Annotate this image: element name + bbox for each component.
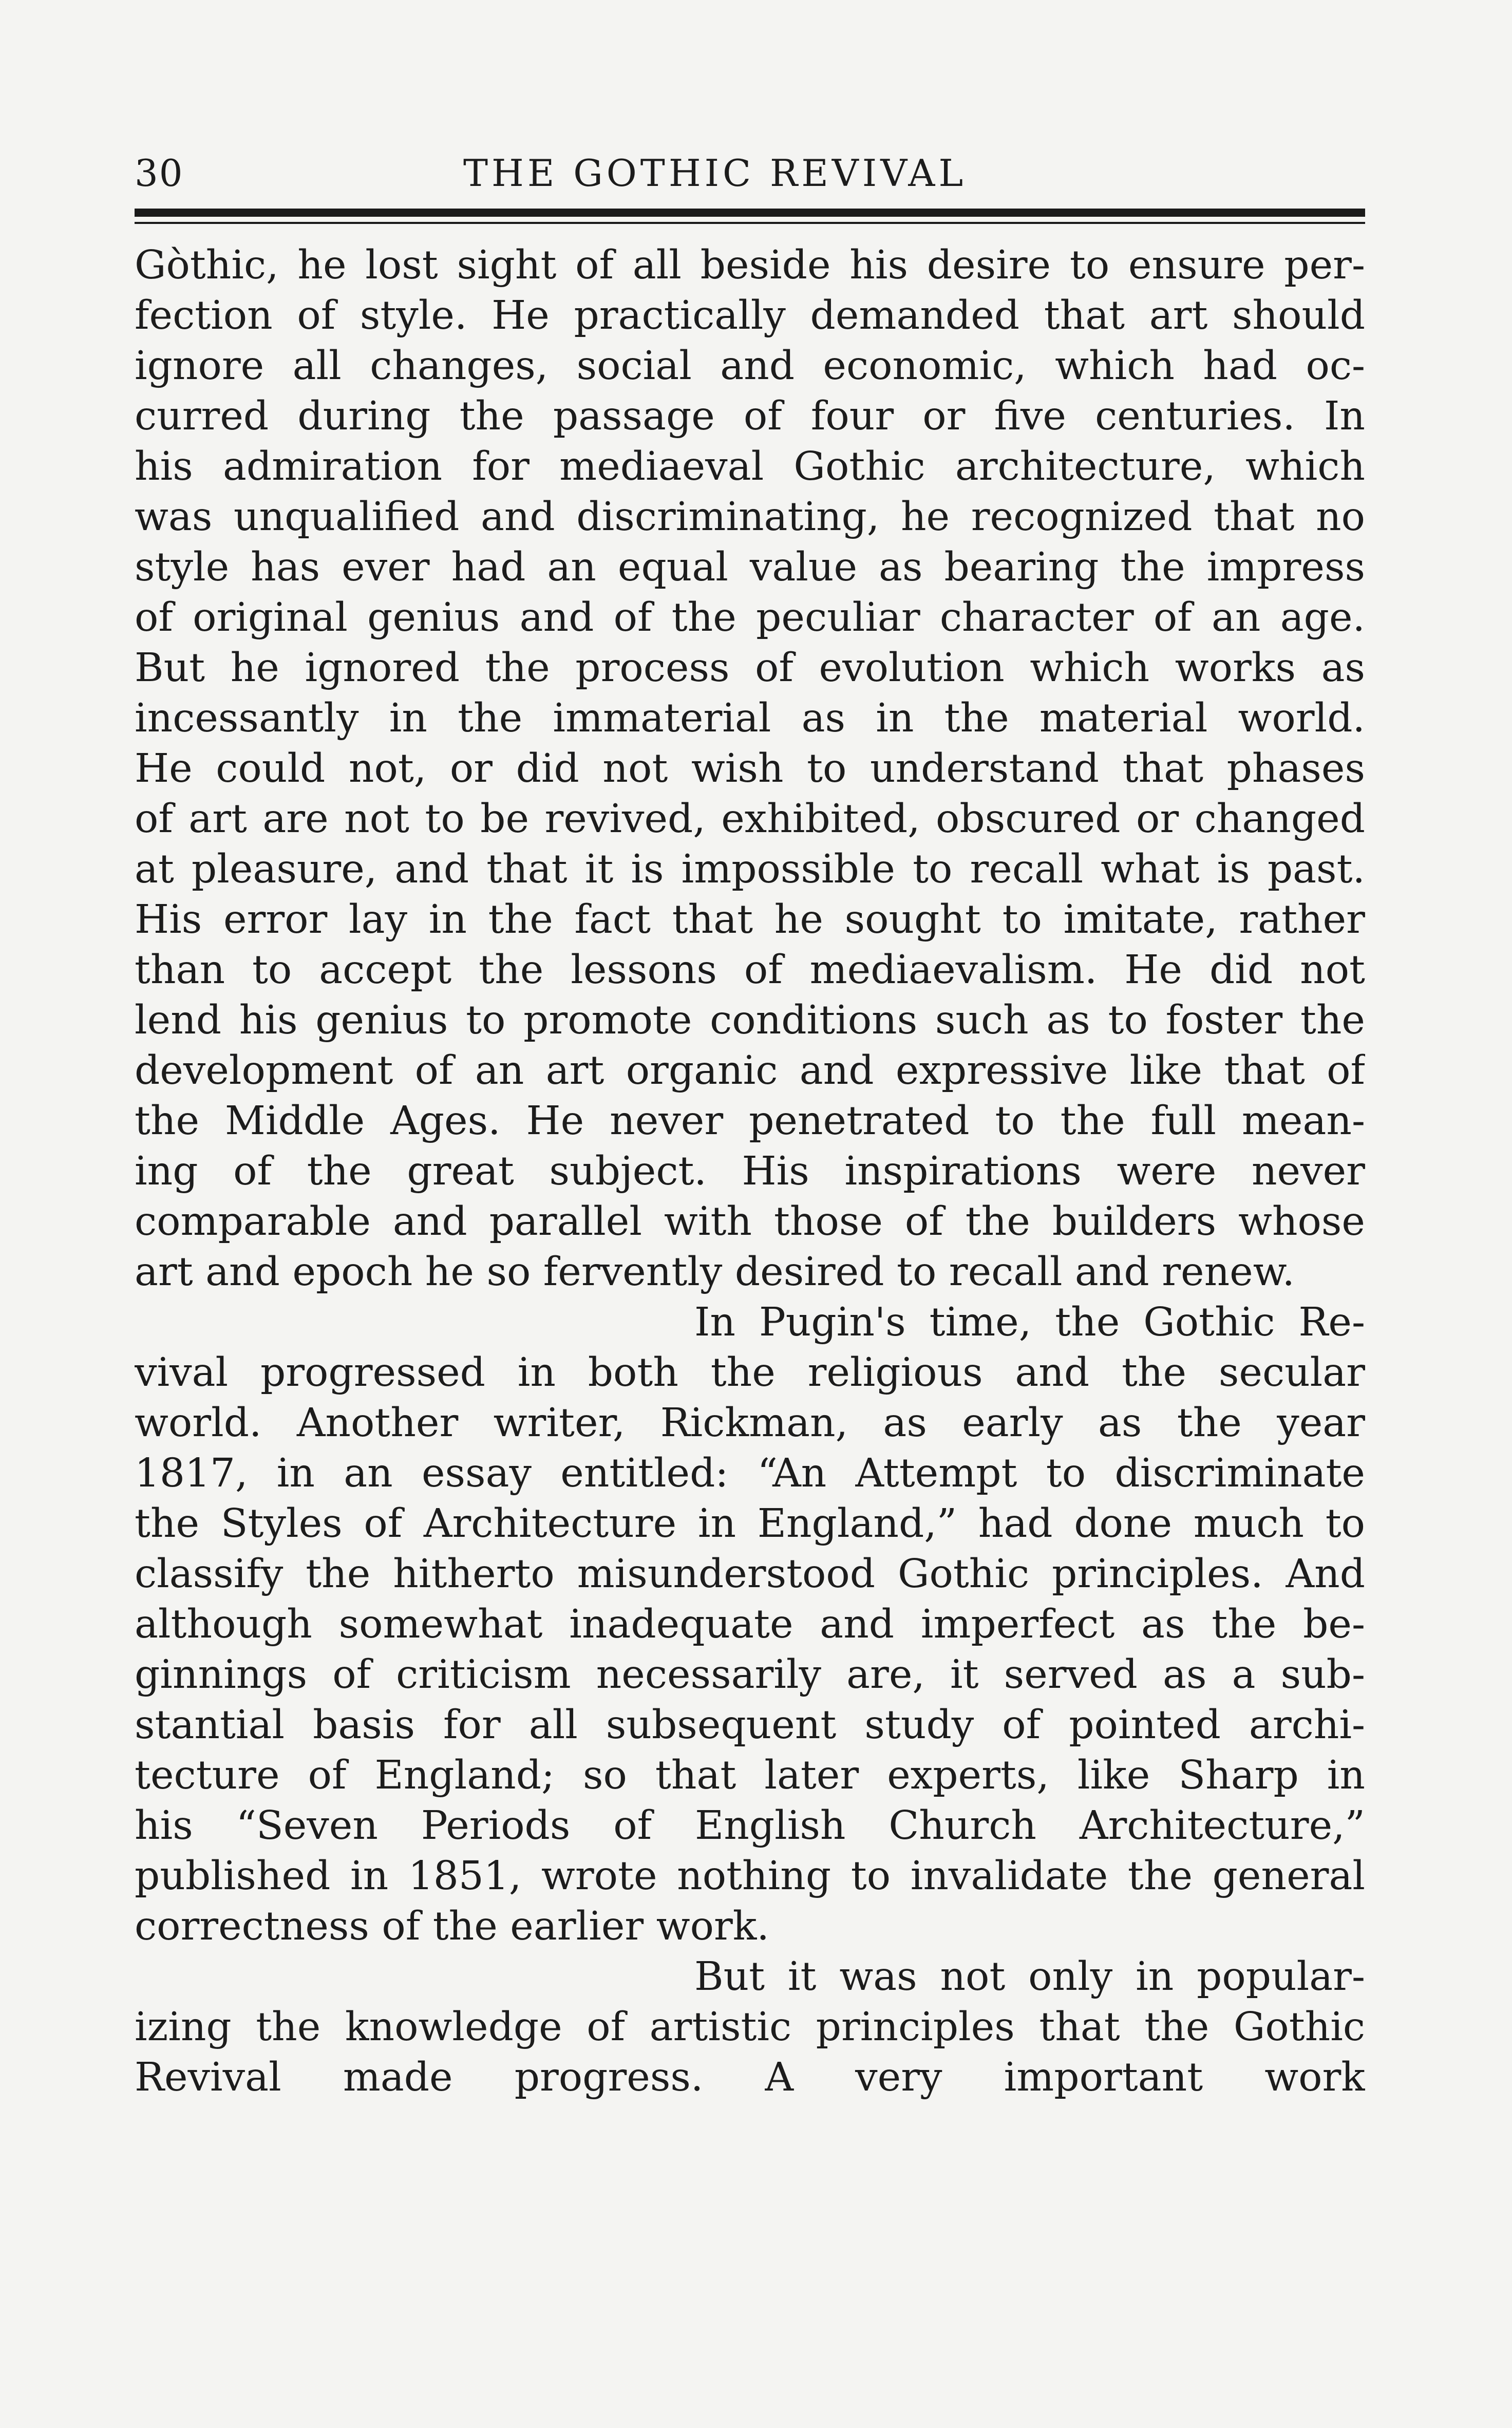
text-line: classify the hitherto misunderstood Gothic principles. And [135,1551,1365,1597]
header-rule-thick [135,209,1365,217]
text-line: 1817, in an essay entitled: “An Attempt to discriminate [135,1451,1365,1496]
text-line: izing the knowledge of artistic principles that the Gothic [135,2004,1365,2050]
text-line: ignore all changes, social and economic, which had oc- [135,343,1365,389]
text-line: fection of style. He practically demanded that art should [135,293,1365,338]
text-line: ing of the great subject. His inspirations were never [135,1149,1365,1194]
text-line: tecture of England; so that later experts, like Sharp in [135,1753,1365,1798]
header-rule-thin [135,222,1365,224]
text-line: his “Seven Periods of English Church Architecture,” [135,1803,1365,1849]
text-line: of original genius and of the peculiar character of an age. [135,595,1365,641]
text-line: the Middle Ages. He never penetrated to the full mean- [135,1098,1365,1144]
text-line: than to accept the lessons of mediaevalism. He did not [135,947,1365,993]
text-line: incessantly in the immaterial as in the material world. [135,695,1365,741]
text-line: But he ignored the process of evolution which works as [135,645,1365,691]
text-line: ginnings of criticism necessarily are, it served as a sub- [135,1652,1365,1698]
running-title: THE GOTHIC REVIVAL [463,152,967,195]
text-line: of art are not to be revived, exhibited, obscured or changed [135,796,1365,842]
text-line: was unqualified and discriminating, he recognized that no [135,494,1365,540]
text-line: His error lay in the fact that he sought to imitate, rather [135,897,1365,943]
text-line: published in 1851, wrote nothing to invalidate the general [135,1853,1365,1899]
paragraph-start-line: In Pugin's time, the Gothic Re- [694,1300,1365,1345]
text-line: at pleasure, and that it is impossible to recall what is past. [135,846,1365,892]
text-line: his admiration for mediaeval Gothic architecture, which [135,444,1365,490]
text-line: the Styles of Architecture in England,” had done much to [135,1501,1365,1547]
paragraph-end-line: art and epoch he so fervently desired to recall and renew. [135,1249,1295,1295]
text-line: Revival made progress. A very important work [135,2055,1365,2100]
text-line: comparable and parallel with those of the builders whose [135,1199,1365,1245]
text-line: although somewhat inadequate and imperfect as the be- [135,1602,1365,1647]
text-line: lend his genius to promote conditions such as to foster the [135,997,1365,1043]
paragraph-start-line: But it was not only in popular- [694,1954,1365,2000]
text-line: Gòthic, he lost sight of all beside his desire to ensure per- [135,242,1365,288]
page-number: 30 [135,152,184,195]
text-line: He could not, or did not wish to understand that phases [135,746,1365,792]
text-line: vival progressed in both the religious and the secular [135,1350,1365,1396]
body-text [135,240,1365,2103]
text-line: stantial basis for all subsequent study of pointed archi- [135,1702,1365,1748]
text-line: style has ever had an equal value as bearing the impress [135,544,1365,590]
text-line: curred during the passage of four or five centuries. In [135,393,1365,439]
text-line: development of an art organic and expressive like that of [135,1048,1365,1094]
text-line: world. Another writer, Rickman, as early as the year [135,1400,1365,1446]
paragraph-end-line: correctness of the earlier work. [135,1904,769,1949]
running-head [135,145,1365,201]
